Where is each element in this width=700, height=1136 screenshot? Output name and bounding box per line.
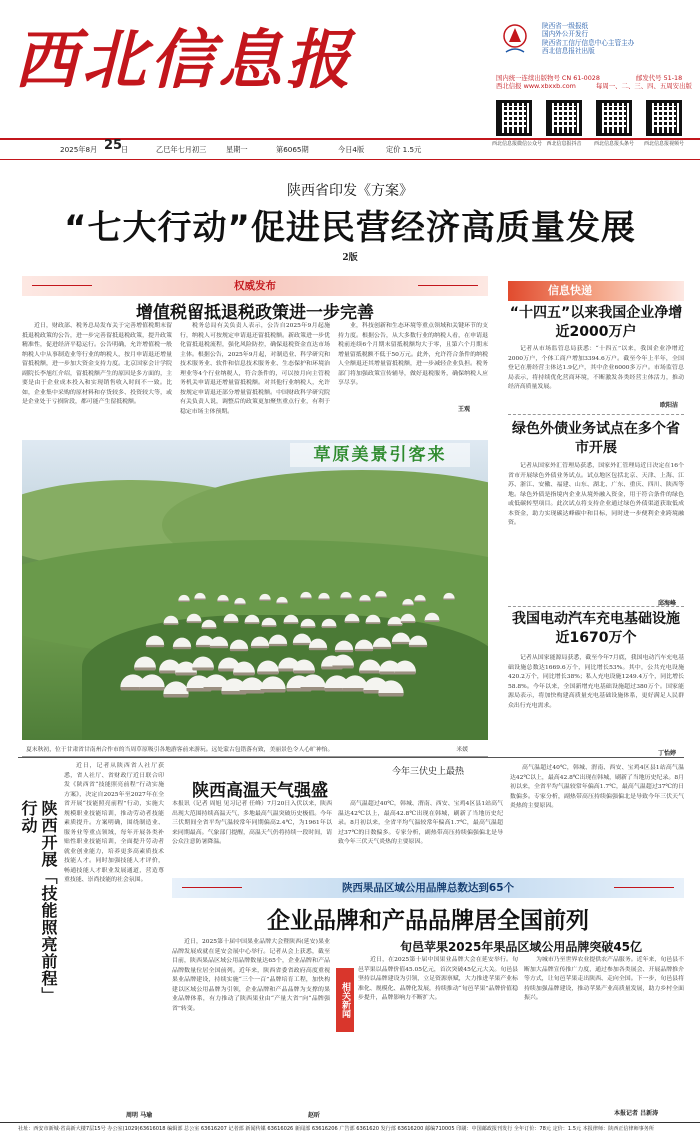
info-body-2: 记者从国家外汇管理局获悉，国家外汇管理局近日决定在16个省市开展绿色外债业务试点。试点地区包括北京、天津、上海、江苏、浙江、安徽、福建、山东、湖北、广东、重庆、四川、陕西等地。绿色外债是指境内企业从境外融入资金，用于符合条件的绿色或低碳转型项目。此次试点将支持企业通过绿色外债渠道获取低成本资金，助力实现碳达峰碳中和目标，同时进一步便利企业跨境融资。	[508, 463, 684, 526]
date: 2025年8月	[60, 145, 98, 154]
lunar-date: 乙巳年七月初三	[156, 145, 207, 154]
yurt-shape	[173, 638, 191, 650]
yurt-shape	[318, 593, 329, 600]
yurt-shape	[276, 597, 287, 604]
divider	[508, 414, 684, 415]
fruit-sub-body: 近日，在2025第十届中国果业品牌大会在延安举行。旬邑苹果以品牌价值45.05亿元，首次突破45亿元大关。旬邑县坚持以品牌建设为引领，立足资源禀赋，大力推进苹果产业标准化、规模化、品牌化发展，持续推动“旬邑苹果”品牌价值稳步提升，品牌影响力不断扩大。	[358, 957, 518, 1001]
yurt-shape	[424, 612, 439, 621]
related-news-tag: 相关新闻	[336, 968, 354, 1032]
info-headline-3[interactable]: 我国电动汽车充电基础设施近1670万个	[512, 611, 680, 646]
qr-code-icon[interactable]	[596, 100, 632, 136]
yurt-shape	[391, 633, 409, 645]
yurt-shape	[195, 593, 206, 600]
weekday: 星期一	[226, 145, 248, 154]
yurt-shape	[300, 619, 315, 628]
yurt-shape	[359, 595, 370, 602]
masthead-line: 西北信息报社出版	[542, 47, 595, 56]
weather-headline[interactable]: 陕西高温天气强盛	[192, 781, 328, 801]
info-headline-2[interactable]: 绿色外债业务试点在多个省市开展	[512, 421, 680, 456]
authority-col-2: 税务总局有关负责人表示，公告自2025年9月起施行，纳税人可按规定申请退还留抵税额。新政策进一步优化留抵退税流程，强化风险防控，确保退税资金直达市场主体。根据公告，2025年9月起，对制造业、科学研究和技术服务业、软件和信息技术服务业、生态保护和环境治理业等4个行业纳税人，符合条件的，可以按月向主管税务机关申请退还增量留抵税额。对其他行业纳税人，允许按规定申请退还部分增量留抵税额。中国财政科学研究院有关负责人说，调整后的政策更加聚焦重点行业，有利于稳定市场主体预期。	[180, 323, 330, 415]
info-byline-1: 欧阳洁	[660, 402, 679, 409]
yurt-shape	[366, 615, 381, 624]
authority-col-1: 近日，财政部、税务总局发布关于完善增值税期末留抵退税政策的公告，进一步完善留抵退税政策，提升政策精准性，促进经济平稳运行。公告明确，允许增值税一般纳税人中从事制造业等行业的纳税人，按月申请退还增量留抵税额，进一步加大资金支持力度。北京国家会计学院副院长李旭红介绍，留抵税额产生的原因是多方面的，主要是由于企业成本投入和实现销售收入时间不一致。比如，企业集中采购的原材料和存货较多、投资较大等，或是企业处于亏损阶段，都可能产生留抵税额。	[22, 323, 172, 405]
dateline	[0, 138, 700, 160]
fruit-sub-body-2: 为城市乃至世界农业提供农产品服务。近年来，旬邑县不断加大品牌宣传推广力度，通过参加各类展会、开展品牌推介等方式，让旬邑苹果走出陕西、走向全国。下一步，旬邑县将持续加强品牌建设，推动苹果产业高质量发展，助力乡村全面振兴。	[524, 957, 684, 1001]
weather-body-right: 高气温超过40℃，韩城、渭南、西安、宝鸡4区县1站高气温达42℃以上，最高42.8℃出现在韩城，刷新了当地历史纪录。8月初以来，全省平均气温较常年偏高1.7℃，最高气温超过37℃的日数偏多。专家分析，副热带高压持续偏强偏北是导致今年三伏天气炎热的主要原因。	[510, 765, 684, 809]
yurt-shape	[218, 595, 229, 602]
lead-kicker: 陕西省印发《方案》	[287, 183, 413, 199]
info-byline-3: 丁怡婷	[658, 750, 677, 757]
yurt-shape	[300, 674, 325, 690]
authority-headline[interactable]: 增值税留抵退税政策进一步完善	[136, 303, 374, 323]
qr-code-icon[interactable]	[496, 100, 532, 136]
yurt-shape	[344, 614, 359, 623]
masthead-line: 陕西省工信厅信息中心主管主办	[542, 38, 635, 47]
yurt-shape	[283, 615, 298, 624]
authority-byline: 王观	[458, 406, 471, 413]
fruit-byline: 赵昕	[308, 1112, 321, 1119]
yurt-shape	[201, 620, 216, 629]
footer: 社址：西安市新城·省高新大楼7层15号 办公室(1029)63616018 编辑部 总公室 63616207 记者部 新闻传媒 63616026 新闻部 63616206 广告部 6361620 发行部 63616200 邮编710005 印刷：中国邮政报刊发行 全年订价：78元 定价：1.5元 本报律师：陕西正信律师事务所	[0, 1122, 700, 1136]
issue-number: 第6065期	[276, 145, 309, 154]
yurt-shape	[134, 657, 156, 671]
yurt-shape	[340, 592, 351, 599]
yurt-shape	[293, 660, 315, 674]
qr-caption: 西北信息报视频号	[643, 141, 684, 147]
price: 定价 1.5元	[386, 145, 422, 154]
postal-code: 邮发代号 51-18	[636, 74, 683, 82]
website-link[interactable]: 西北信报 www.xbxxb.com	[496, 82, 576, 90]
qr-code-icon[interactable]	[646, 100, 682, 136]
yurt-shape	[139, 675, 164, 691]
fruit-kicker: 陕西果品区域公用品牌总数达到65个	[172, 878, 684, 898]
qr-caption: 西北信息报抖音	[546, 141, 582, 147]
photo-credit: 米媛	[456, 747, 468, 753]
qr-caption: 西北信息报头条号	[593, 141, 634, 147]
photo-caption	[22, 741, 488, 757]
yurt-shape	[269, 635, 287, 647]
qr-code-icon[interactable]	[546, 100, 582, 136]
photo-title: 草原美景引客来	[290, 443, 470, 467]
fruit-body: 近日，2025第十届中国果业品牌大会暨陕西(延安)果业品牌发展成就在延安会展中心举行。记者从会上获悉，截至目前，陕西果品区域公用品牌数量达65个，企业品牌和产品品牌数量位居全国前列。近年来，陕西省委省政府高度重视果业品牌建设，持续实施“三个一百”品牌培育工程，加快构建以区域公用品牌为引领，企业品牌和产品品牌为支撑的果业品牌体系，有力推动了陕西果业由“产量大省”向“品牌强省”转变。	[172, 939, 330, 1012]
lead-page-ref[interactable]: 2版	[342, 253, 358, 263]
schedule: 每周一、二、三、四、五周安出版	[596, 82, 692, 90]
day-number: 25	[104, 138, 123, 153]
info-body-1: 记者从市场监管总局获悉：“十四五”以来，我国企业净增近2000万户，个体工商户增加3394.6万户。截至今年上半年，全国登记在册经营主体达1.9亿户，其中企业6000多万户。市场监管总局表示，将持续优化营商环境，不断激发各类经营主体活力，推动经济高质量发展。	[508, 346, 684, 390]
fruit-headline[interactable]: 企业品牌和产品品牌居全国前列	[267, 908, 589, 934]
page-count: 今日4版	[338, 145, 365, 154]
talent-headline-text: 陕西开展「技能照亮前程」行动	[19, 800, 58, 996]
yurt-shape	[164, 616, 179, 625]
newspaper-logo-icon	[502, 24, 528, 56]
yurt-shape	[332, 655, 354, 669]
yurt-shape	[259, 594, 270, 601]
masthead-title: 西北信息报	[14, 23, 354, 98]
divider	[18, 757, 684, 758]
talent-headline[interactable]	[18, 800, 62, 1000]
yurt-shape	[234, 598, 245, 605]
info-band	[508, 281, 684, 301]
pub-code: 国内统一连续出版物号 CN 61-0028	[496, 74, 600, 82]
yurt-shape	[334, 640, 352, 652]
authority-band: 权威发布	[22, 276, 488, 296]
masthead-line: 陕西省一级报纸	[542, 22, 589, 30]
fruit-sub-headline[interactable]: 旬邑苹果2025年果品区域公用品牌突破45亿	[399, 940, 643, 954]
weather-body-cont: 高气温超过40℃，韩城、渭南、西安、宝鸡4区县1站高气温达42℃以上，最高42.8℃出现在韩城，刷新了当地历史纪录。8月初以来，全省平均气温较常年偏高1.7℃，最高气温超过37℃的日数偏多。专家分析，副热带高压持续偏强偏北是导致今年三伏天气炎热的主要原因。	[338, 801, 503, 845]
day-unit: 日	[121, 145, 129, 154]
weather-kicker: 今年三伏史上最热	[391, 767, 464, 777]
talent-byline: 周明 马瑜	[126, 1112, 153, 1119]
yurt-shape	[178, 595, 189, 602]
info-band-label: 信息快递	[548, 284, 592, 297]
qr-caption: 西北信息报微信公众号	[492, 141, 543, 147]
authority-col-3: 业，科技创新和生态环境等重点领域和关键环节的支持力度。根据公告，从大多数行业的纳税人看，在申请退税前连续6个月期末留抵税额均大于零，且第六个月期末增量留抵税额不低于50万元。此外，允许符合条件的纳税人全额退还其增量留抵税额，进一步减轻企业负担。税务部门将加强政策宣传辅导，做好退税服务，确保纳税人应享尽享。	[338, 323, 488, 386]
masthead-line: 国内外公开发行	[542, 30, 589, 39]
yurt-shape	[233, 661, 255, 675]
lead-headline[interactable]: “七大行动”促进民营经济高质量发展	[64, 208, 636, 248]
fruit-sub-byline: 本报记者 吕新涛	[614, 1110, 659, 1117]
yurt-shape	[300, 592, 311, 599]
yurt-shape	[375, 591, 386, 598]
yurt-shape	[186, 614, 201, 623]
grassland-photo[interactable]	[22, 440, 488, 740]
publication-web	[496, 82, 692, 90]
yurt-shape	[261, 618, 276, 627]
yurt-shape	[250, 636, 268, 648]
weather-body: 本报讯（记者 周旭 见习记者 任峰）7月20日入伏以来，陕西出现大范围持续高温天气，多地最高气温突破历史极值。今年三伏期间全省平均气温较常年同期偏高2.4℃，为1961年以来同期最高。气象部门提醒，高温天气仍将持续一段时间，请公众注意防暑降温。	[172, 801, 332, 845]
caption-text: 夏末秋初，位于甘肃省甘南州合作市的当周草原吸引各地游客前来游玩。远处蒙古包错落有致，美丽景色令人心旷神怡。	[26, 747, 334, 753]
info-byline-2: 邱海峰	[658, 600, 677, 607]
talent-body: 近日，记者从陕西省人社厅获悉，省人社厅、省财政厅近日联合印发《陕西省“技能照亮前程”行动实施方案》，决定自2025年至2027年在全省开展“技能照亮前程”行动，实施大规模职业技能培训，推动劳动者技能素质提升。方案明确，围绕制造业、服务业等重点领域，每年开展各类补贴性职业技能培训，全面提升劳动者就业创业能力，培养更多高素质技术技能人才。同时加强技能人才评价，畅通技能人才职业发展通道，营造尊重技能、崇尚技能的社会氛围。	[64, 763, 164, 883]
yurt-shape	[309, 639, 327, 651]
info-headline-1[interactable]: “十四五”以来我国企业净增近2000万户	[509, 305, 683, 340]
yurt-shape	[257, 660, 279, 674]
yurt-shape	[443, 592, 454, 599]
divider	[508, 606, 684, 607]
info-body-3: 记者从国家能源局获悉，截至今年7月底，我国电动汽车充电基础设施总数达1669.6万个，同比增长53%。其中，公共充电设施420.2万个，同比增长38%；私人充电设施1249.4万个，同比增长58.8%。今年以来，全国新增充电基础设施超过380万个。国家能源局表示，将加快构建高质量充电基础设施体系，更好满足人民群众出行充电需求。	[508, 655, 684, 709]
